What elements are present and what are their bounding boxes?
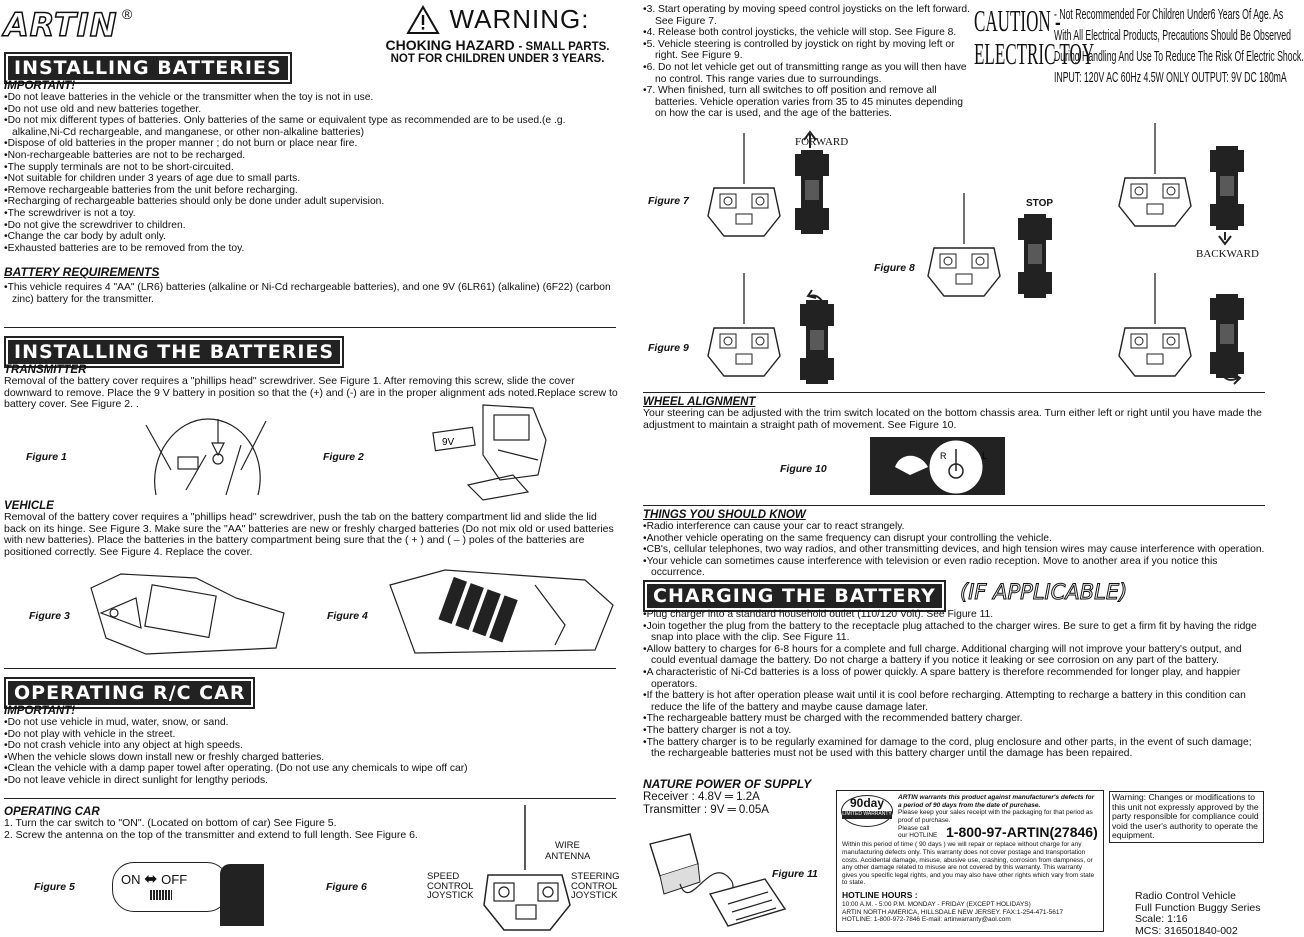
operating-important-list bbox=[4, 717, 616, 787]
charging-list bbox=[643, 609, 1267, 760]
operating-banner: OPERATING R/C CAR bbox=[4, 677, 255, 709]
list-item: • A characteristic of Ni-Cd batteries is a loss of power quickly. A spare battery is therefore recommended for longer play, and happier operators. bbox=[643, 667, 1267, 690]
figure-7-8-9-illustrations bbox=[640, 128, 1266, 390]
list-item: • Do not give the screwdriver to children. bbox=[4, 220, 616, 232]
list-item: • Do not play with vehicle in the street. bbox=[4, 729, 616, 741]
brand-logo: ARTIN ® bbox=[4, 6, 133, 44]
backward-label: BACKWARD bbox=[1196, 248, 1259, 260]
figure-6-transmitter bbox=[480, 805, 575, 933]
nature-power-section: NATURE POWER OF SUPPLY Receiver : 4.8V ═ 1.2A Transmitter : 9V ═ 0.05A bbox=[643, 777, 812, 816]
svg-text:R: R bbox=[940, 451, 947, 461]
figure-1-illustration bbox=[146, 415, 271, 497]
svg-text:L: L bbox=[982, 451, 988, 461]
list-item: • Your vehicle can sometimes cause interference with television or even radio reception. Move to another area if you notice this occurrence. bbox=[643, 556, 1267, 579]
list-item: • The rechargeable battery must be charged with the recommended battery charger. bbox=[643, 713, 1267, 725]
things-section: THINGS YOU SHOULD KNOW • Radio interference can cause your car to react strangely. • Another vehicle operating on the same frequency can disrupt your controlling the vehicle. • CB's, cellular telephones, two way radios, and other transmitting devices, and high tension wires may cause interference with operation. • Your vehicle can sometimes cause interference with television or even radio reception. Move to another area if you notice this occurrence. bbox=[643, 509, 1267, 579]
svg-text:9V: 9V bbox=[442, 437, 455, 448]
stop-label: STOP bbox=[1026, 198, 1054, 209]
figure-6-label: Figure 6 bbox=[326, 881, 367, 893]
list-item: • Change the car body by adult only. bbox=[4, 231, 616, 243]
figure-5-label: Figure 5 bbox=[34, 881, 75, 893]
list-item: • Join together the plug from the battery to the receptacle plug attached to the charger wires. Be sure to get a firm fit by having the ridge snap into place with the clip. See Figure 11. bbox=[643, 621, 1267, 644]
divider bbox=[4, 798, 616, 799]
list-item: • The battery charger is to be regularly examined for damage to the cord, plug enclosure and other parts, in the event of such damage; the rechargeable batteries must not be used with this battery charger until the damage has been repaired. bbox=[643, 737, 1267, 760]
list-item: • Non-rechargeable batteries are not to be recharged. bbox=[4, 150, 616, 162]
list-item: • Recharging of rechargeable batteries should only be done under adult supervision. bbox=[4, 196, 616, 208]
figure-1-label: Figure 1 bbox=[26, 451, 67, 463]
list-item: • Allow battery to charges for 6-8 hours for a complete and full charge. Additional charging will not improve your battery's output, and could eventual damage the battery. Do not charge a battery if you notice it leaking or see corrosion on any part of the battery. bbox=[643, 644, 1267, 667]
list-item: • Do not leave vehicle in direct sunlight for lengthy periods. bbox=[4, 775, 616, 787]
figure-5-switch: ON ⬌ OFF bbox=[112, 862, 267, 928]
figure-4-illustration bbox=[385, 565, 615, 655]
divider bbox=[4, 327, 616, 328]
transmitter-section: TRANSMITTER Removal of the battery cover requires a "phillips head" screwdriver. See Figure 1. After removing this screw, slide the cover downward to remove. Place the 9 V battery in position so that the (+) and (-) are in the proper alignment ads noted.Replace screw to battery cover. See Figure 2. . bbox=[4, 364, 618, 411]
warning-block: WARNING: CHOKING HAZARD - SMALL PARTS. NOT FOR CHILDREN UNDER 3 YEARS. bbox=[385, 4, 610, 65]
list-item: • Radio interference can cause your car to react strangely. bbox=[643, 521, 1267, 533]
list-item: • The battery charger is not a toy. bbox=[643, 725, 1267, 737]
figure-6-wire-label: WIRE ANTENNA bbox=[545, 840, 591, 862]
operating-steps: • 3. Start operating by moving speed control joysticks on the left forward. See Figure 7. • 4. Release both control joysticks, the vehicle will stop. See Figure 8. • 5. Vehicle steering is controlled by joystick on right by moving left or right. See Figure 9. • 6. Do not let vehicle get out of transmitting range as you will then have no control. This range varies due to surroundings. • 7. When finished, turn all switches to off position and remove all batteries. Vehicle operation varies from 35 to 45 minutes depending on how the car is used, and the age of the batteries. bbox=[643, 4, 973, 120]
important-list bbox=[4, 92, 616, 254]
wheel-alignment-section: WHEEL ALIGNMENT Your steering can be adjusted with the trim switch located on the bottom chassis area. Turn either left or right until you have made the adjustment to maintain a straight path of movement. See Figure 10. bbox=[643, 396, 1262, 431]
figure-11-illustration bbox=[650, 824, 790, 934]
figure-8-label: Figure 8 bbox=[874, 262, 915, 274]
figure-2-illustration bbox=[428, 400, 553, 500]
warranty-card: 90day LIMITED WARRANTY ARTIN warrants this product against manufacturer's defects for a period of 90 days from the date of purchase. Please keep your sales receipt with the packaging for that period as proof of purchase. Please call our HOTLINE 1-800-97-ARTIN(27846) Within this period of time ( 90 days ) we will repair or replace without charge for any manufacturing defects only. This warranty does not cover postage and transportation costs. Accidental damage, misuse, abusive use, crashing, corrosion from dampness, or any other damage related to misuse are not covered by this warranty. This warranty gives you specific legal rights, and you may also have other rights which vary from state to state. HOTLINE HOURS : 10:00 A.M. - 5:00 P.M. MONDAY - FRIDAY (EXCEPT HOLIDAYS) ARTIN NORTH AMERICA, HILLSDALE NEW JERSEY. FAX:1-254-471-5617 HOTLINE: 1-800-972-7846 E-mail: artinwarranty@aol.com bbox=[836, 790, 1104, 932]
list-item: • Another vehicle operating on the same frequency can disrupt your controlling the vehicle. bbox=[643, 533, 1267, 545]
figure-6-steer-labels: STEERING CONTROL JOYSTICK bbox=[571, 871, 620, 901]
figure-11-label: Figure 11 bbox=[772, 868, 818, 880]
divider bbox=[643, 505, 1265, 506]
list-item: • Exhausted batteries are to be removed from the toy. bbox=[4, 243, 616, 255]
figure-6-labels: SPEED CONTROL JOYSTICK bbox=[427, 871, 474, 901]
warning-triangle-icon bbox=[406, 5, 440, 35]
charging-banner: CHARGING THE BATTERY bbox=[643, 580, 946, 612]
divider bbox=[4, 668, 616, 669]
if-applicable-label: (IF APPLICABLE) bbox=[960, 580, 1128, 604]
important-section: IMPORTANT! • Do not leave batteries in the vehicle or the transmitter when the toy is not in use. • Do not use old and new batteries together. • Do not mix different types of batteries. Only batteries of the same or equivalent type as recommended are to be used.(e .g. alkaline,Ni-Cd rechargeable, and manganese, or other non-alkaline batteries) • Dispose of old batteries in the proper manner ; do not burn or place near fire. • Non-rechargeable batteries are not to be recharged. • The supply terminals are not to be short-circuited. • Not suitable for children under 3 years of age due to small parts. • Remove rechargeable batteries from the unit before recharging. • Recharging of rechargeable batteries should only be done under adult supervision. • The screwdriver is not a toy. • Do not give the screwdriver to children. • Change the car body by adult only. • Exhausted batteries are to be removed from the toy. BATTERY REQUIREMENTS • This vehicle requires 4 "AA" (LR6) batteries (alkaline or Ni-Cd rechargeable batteries), and one 9V (6LR61) (alkaline) (6F22) (carbon zinc) battery for the transmitter. bbox=[4, 80, 616, 306]
figure-3-illustration bbox=[86, 568, 286, 656]
vehicle-section: VEHICLE Removal of the battery cover requires a "phillips head" screwdriver, push the tab on the battery compartment lid and slide the lid back on its hinge. See Figure 3. Make sure the "AA" batteries are new or freshly charged batteries (Do not mix old or used batteries with new batteries). Place the batteries in the battery compartment being sure that the ( + ) and ( – ) poles of the batteries are positioned correctly. See Figure 4. Replace the cover. bbox=[4, 500, 614, 558]
list-item: • Do not use vehicle in mud, water, snow, or sand. bbox=[4, 717, 616, 729]
things-list bbox=[643, 521, 1267, 579]
list-item: • Dispose of old batteries in the proper manner ; do not burn or place near fire. bbox=[4, 138, 616, 150]
list-item: • CB's, cellular telephones, two way radios, and other transmitting devices, and high tension wires may cause interference with operation. bbox=[643, 544, 1267, 556]
list-item: • The screwdriver is not a toy. bbox=[4, 208, 616, 220]
forward-label: FORWARD bbox=[795, 136, 849, 148]
divider bbox=[643, 392, 1265, 393]
list-item: • When the vehicle slows down install new or freshly charged batteries. bbox=[4, 752, 616, 764]
figure-10-label: Figure 10 bbox=[780, 463, 827, 475]
warning-title: WARNING: bbox=[449, 4, 590, 34]
list-item: • Not suitable for children under 3 years of age due to small parts. bbox=[4, 173, 616, 185]
list-item: • Do not mix different types of batteries. Only batteries of the same or equivalent type as recommended are to be used.(e .g. alkaline,Ni-Cd rechargeable, and manganese, or other non-alkaline batteries) bbox=[4, 115, 616, 138]
list-item: • If the battery is hot after operation please wait until it is cool before recharging. Attempting to recharge a battery in this condition can reduce the life of the battery and maybe cause damage later. bbox=[643, 690, 1267, 713]
figure-10-illustration bbox=[870, 437, 1005, 497]
figure-3-label: Figure 3 bbox=[29, 610, 70, 622]
model-info: Radio Control Vehicle Full Function Buggy Series Scale: 1:16 MCS: 316501840-002 bbox=[1135, 890, 1261, 937]
list-item: • Plug charger into a standard household outlet (110/120 Volt). See Figure 11. bbox=[643, 609, 1267, 621]
switch-slider bbox=[150, 890, 172, 900]
operating-car-section: OPERATING CAR 1. Turn the car switch to "ON". (Located on bottom of car) See Figure 5. 2. Screw the antenna on the top of the transmitter and extend to full length. See Figure 6. bbox=[4, 806, 418, 841]
list-item: • Do not crash vehicle into any object at high speeds. bbox=[4, 740, 616, 752]
list-item: • Do not leave batteries in the vehicle or the transmitter when the toy is not in use. bbox=[4, 92, 616, 104]
caution-block: CAUTION - ELECTRIC TOY - Not Recommended For Children Under6 Years Of Age. As With All Electrical Products, Precautions Should Be Observed During Handling And Use To Reduce The Risk Of Electric Shock. INPUT: 120V AC 60Hz 4.5W ONLY OUTPUT: 9V DC 180mA bbox=[974, 3, 1304, 86]
installing-the-batteries-banner: INSTALLING THE BATTERIES bbox=[4, 336, 344, 368]
figure-4-label: Figure 4 bbox=[327, 610, 368, 622]
operating-important: IMPORTANT! • Do not use vehicle in mud, water, snow, or sand. • Do not play with vehicle in the street. • Do not crash vehicle into any object at high speeds. • When the vehicle slows down install new or freshly charged batteries. • Clean the vehicle with a damp paper towel after operating. (Do not use any chemicals to wipe off car) • Do not leave vehicle in direct sunlight for lengthy periods. bbox=[4, 705, 616, 787]
installing-batteries-banner: INSTALLING BATTERIES bbox=[4, 52, 292, 84]
figure-9-label: Figure 9 bbox=[648, 342, 689, 354]
figure-2-label: Figure 2 bbox=[323, 451, 364, 463]
figure-7-label: Figure 7 bbox=[648, 195, 689, 207]
90-day-badge: 90day LIMITED WARRANTY bbox=[841, 795, 893, 827]
charging-items bbox=[643, 609, 1267, 760]
list-item: • Clean the vehicle with a damp paper towel after operating. (Do not use any chemicals to wipe off car) bbox=[4, 763, 616, 775]
list-item: • The supply terminals are not to be short-circuited. bbox=[4, 162, 616, 174]
list-item: • Remove rechargeable batteries from the unit before recharging. bbox=[4, 185, 616, 197]
fcc-notice: Warning: Changes or modifications to this unit not expressly approved by the party responsible for compliance could void the user's authority to operate the equipment. bbox=[1109, 791, 1264, 843]
list-item: • Do not use old and new batteries together. bbox=[4, 104, 616, 116]
